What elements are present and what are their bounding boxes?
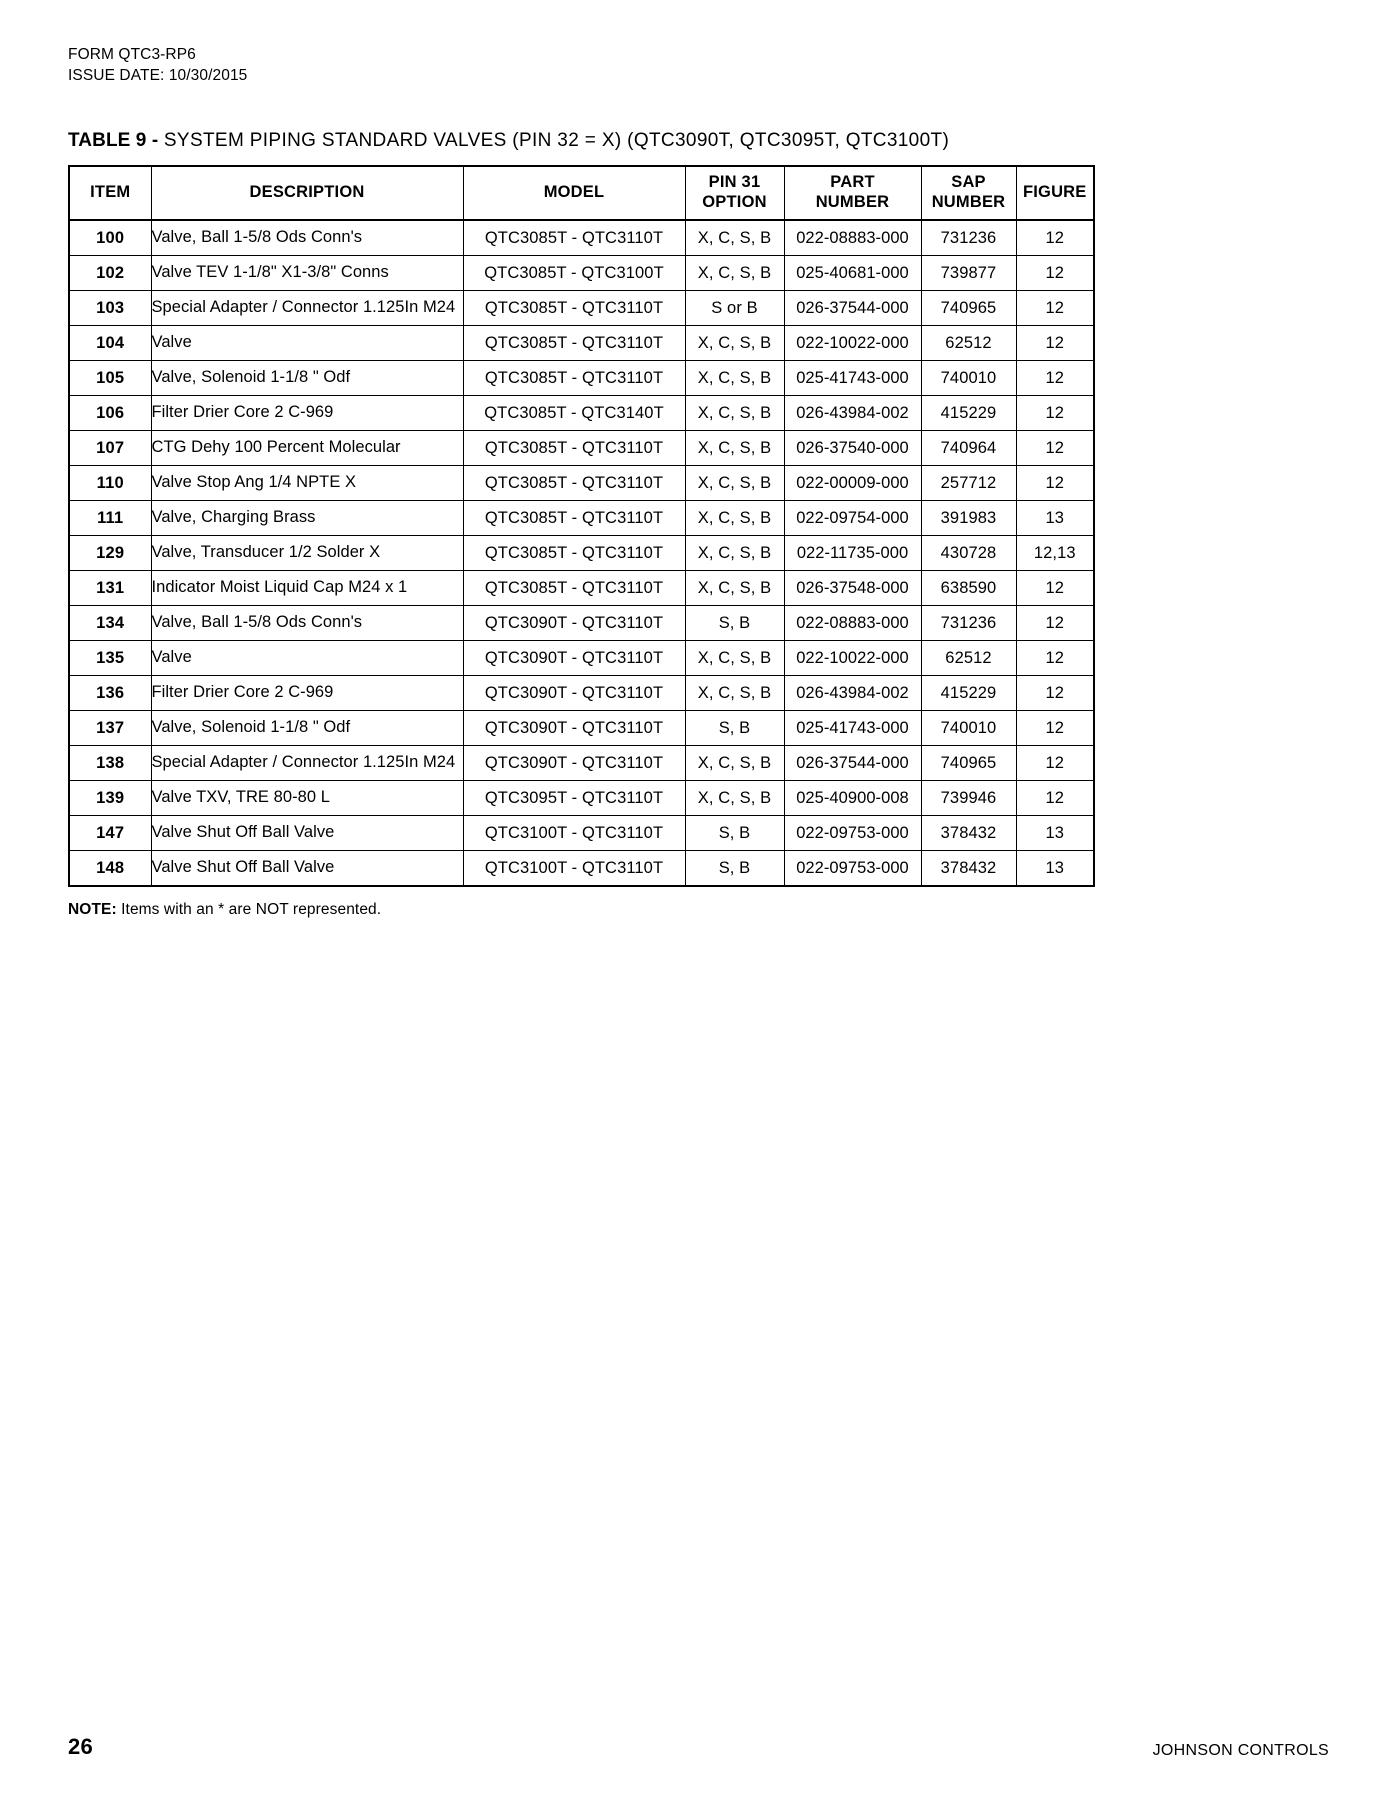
cell-sap-number: 415229 <box>921 396 1016 431</box>
cell-description: Valve, Solenoid 1-1/8 " Odf <box>151 361 463 396</box>
cell-pin-option: X, C, S, B <box>685 431 784 466</box>
cell-figure: 12 <box>1016 396 1094 431</box>
footer-brand: JOHNSON CONTROLS <box>1152 1742 1329 1759</box>
cell-figure: 12 <box>1016 781 1094 816</box>
cell-sap-number: 62512 <box>921 326 1016 361</box>
cell-part-number: 022-11735-000 <box>784 536 921 571</box>
table-header-row <box>69 166 1094 220</box>
cell-model: QTC3085T - QTC3110T <box>463 466 685 501</box>
column-header-description-line1: DESCRIPTION <box>249 182 365 201</box>
cell-model: QTC3085T - QTC3110T <box>463 431 685 466</box>
cell-pin-option: S or B <box>685 291 784 326</box>
cell-part-number: 026-43984-002 <box>784 396 921 431</box>
table-caption-text: SYSTEM PIPING STANDARD VALVES (PIN 32 = X) (QTC3090T, QTC3095T, QTC3100T) <box>158 130 950 152</box>
cell-part-number: 025-40681-000 <box>784 256 921 291</box>
table-row <box>69 220 1094 256</box>
cell-description: Valve TEV 1-1/8" X1-3/8" Conns <box>151 256 463 291</box>
cell-sap-number: 638590 <box>921 571 1016 606</box>
cell-part-number: 026-37548-000 <box>784 571 921 606</box>
page-footer <box>68 1734 1329 1800</box>
table-row <box>69 536 1094 571</box>
cell-item: 105 <box>69 361 151 396</box>
cell-item: 103 <box>69 291 151 326</box>
cell-description: Valve, Solenoid 1-1/8 " Odf <box>151 711 463 746</box>
table-row <box>69 641 1094 676</box>
cell-item: 138 <box>69 746 151 781</box>
cell-figure: 12 <box>1016 571 1094 606</box>
column-header-part-number <box>784 166 921 220</box>
column-header-sap-number-line1: SAP <box>951 173 986 192</box>
cell-description: Filter Drier Core 2 C-969 <box>151 396 463 431</box>
table-caption-label: TABLE 9 - <box>68 130 159 152</box>
table-row <box>69 851 1094 887</box>
cell-description: Valve <box>151 326 463 361</box>
cell-model: QTC3085T - QTC3110T <box>463 361 685 396</box>
cell-item: 134 <box>69 606 151 641</box>
form-number: FORM QTC3-RP6 <box>68 46 196 63</box>
cell-pin-option: X, C, S, B <box>685 466 784 501</box>
cell-sap-number: 378432 <box>921 851 1016 887</box>
cell-item: 111 <box>69 501 151 536</box>
column-header-item <box>69 166 151 220</box>
table-row <box>69 361 1094 396</box>
cell-item: 100 <box>69 220 151 256</box>
table-row <box>69 256 1094 291</box>
table-row <box>69 606 1094 641</box>
cell-figure: 12 <box>1016 220 1094 256</box>
cell-sap-number: 731236 <box>921 220 1016 256</box>
cell-item: 147 <box>69 816 151 851</box>
cell-model: QTC3085T - QTC3110T <box>463 220 685 256</box>
cell-item: 139 <box>69 781 151 816</box>
cell-figure: 12 <box>1016 746 1094 781</box>
table-row <box>69 326 1094 361</box>
cell-sap-number: 740010 <box>921 711 1016 746</box>
cell-sap-number: 391983 <box>921 501 1016 536</box>
table-row <box>69 816 1094 851</box>
cell-model: QTC3090T - QTC3110T <box>463 711 685 746</box>
cell-pin-option: X, C, S, B <box>685 641 784 676</box>
cell-model: QTC3085T - QTC3110T <box>463 291 685 326</box>
cell-pin-option: X, C, S, B <box>685 256 784 291</box>
cell-pin-option: X, C, S, B <box>685 361 784 396</box>
column-header-model <box>463 166 685 220</box>
cell-figure: 12 <box>1016 606 1094 641</box>
cell-part-number: 022-09754-000 <box>784 501 921 536</box>
issue-date: ISSUE DATE: 10/30/2015 <box>68 67 248 85</box>
cell-description: Special Adapter / Connector 1.125In M24 <box>151 746 463 781</box>
table-row <box>69 431 1094 466</box>
cell-part-number: 022-10022-000 <box>784 641 921 676</box>
cell-figure: 12 <box>1016 676 1094 711</box>
cell-sap-number: 378432 <box>921 816 1016 851</box>
cell-sap-number: 740964 <box>921 431 1016 466</box>
cell-pin-option: X, C, S, B <box>685 536 784 571</box>
cell-item: 106 <box>69 396 151 431</box>
cell-item: 129 <box>69 536 151 571</box>
parts-table <box>68 165 1095 887</box>
column-header-pin-option-line1: PIN 31 <box>708 173 761 192</box>
cell-pin-option: X, C, S, B <box>685 326 784 361</box>
cell-figure: 12 <box>1016 361 1094 396</box>
column-header-figure <box>1016 166 1094 220</box>
table-row <box>69 291 1094 326</box>
cell-description: Valve <box>151 641 463 676</box>
cell-part-number: 022-09753-000 <box>784 851 921 887</box>
cell-description: Special Adapter / Connector 1.125In M24 <box>151 291 463 326</box>
column-header-figure-line1: FIGURE <box>1022 182 1087 201</box>
cell-part-number: 022-10022-000 <box>784 326 921 361</box>
cell-item: 102 <box>69 256 151 291</box>
cell-description: Valve, Transducer 1/2 Solder X <box>151 536 463 571</box>
table-header-row-group <box>69 166 1094 220</box>
table-caption <box>68 130 1329 152</box>
column-header-part-number-line1: PART <box>830 173 875 192</box>
document-header <box>68 44 1329 86</box>
cell-sap-number: 740010 <box>921 361 1016 396</box>
column-header-pin-option <box>685 166 784 220</box>
cell-figure: 12 <box>1016 641 1094 676</box>
cell-model: QTC3095T - QTC3110T <box>463 781 685 816</box>
table-row <box>69 501 1094 536</box>
cell-item: 104 <box>69 326 151 361</box>
cell-sap-number: 62512 <box>921 641 1016 676</box>
cell-part-number: 022-09753-000 <box>784 816 921 851</box>
cell-part-number: 026-37544-000 <box>784 291 921 326</box>
cell-model: QTC3100T - QTC3110T <box>463 851 685 887</box>
table-note-label: NOTE: <box>68 901 117 919</box>
table-row <box>69 781 1094 816</box>
cell-model: QTC3090T - QTC3110T <box>463 676 685 711</box>
cell-pin-option: S, B <box>685 851 784 887</box>
cell-figure: 12 <box>1016 291 1094 326</box>
cell-item: 135 <box>69 641 151 676</box>
cell-pin-option: X, C, S, B <box>685 746 784 781</box>
cell-description: Valve, Ball 1-5/8 Ods Conn's <box>151 220 463 256</box>
cell-description: Filter Drier Core 2 C-969 <box>151 676 463 711</box>
cell-item: 136 <box>69 676 151 711</box>
table-note <box>68 901 1329 919</box>
cell-model: QTC3090T - QTC3110T <box>463 641 685 676</box>
column-header-pin-option-line2: OPTION <box>702 192 767 211</box>
cell-description: Valve, Charging Brass <box>151 501 463 536</box>
cell-figure: 12 <box>1016 256 1094 291</box>
cell-item: 110 <box>69 466 151 501</box>
cell-part-number: 025-41743-000 <box>784 711 921 746</box>
cell-pin-option: X, C, S, B <box>685 781 784 816</box>
cell-description: CTG Dehy 100 Percent Molecular <box>151 431 463 466</box>
cell-part-number: 022-00009-000 <box>784 466 921 501</box>
cell-model: QTC3090T - QTC3110T <box>463 606 685 641</box>
cell-model: QTC3085T - QTC3110T <box>463 536 685 571</box>
table-row <box>69 676 1094 711</box>
cell-figure: 12 <box>1016 466 1094 501</box>
cell-model: QTC3085T - QTC3110T <box>463 571 685 606</box>
cell-pin-option: X, C, S, B <box>685 220 784 256</box>
cell-part-number: 025-41743-000 <box>784 361 921 396</box>
cell-pin-option: X, C, S, B <box>685 501 784 536</box>
table-row <box>69 746 1094 781</box>
cell-description: Indicator Moist Liquid Cap M24 x 1 <box>151 571 463 606</box>
column-header-sap-number-line2: NUMBER <box>931 192 1006 211</box>
cell-part-number: 025-40900-008 <box>784 781 921 816</box>
cell-sap-number: 739946 <box>921 781 1016 816</box>
column-header-part-number-line2: NUMBER <box>815 192 890 211</box>
cell-description: Valve, Ball 1-5/8 Ods Conn's <box>151 606 463 641</box>
table-row <box>69 466 1094 501</box>
cell-item: 107 <box>69 431 151 466</box>
cell-sap-number: 731236 <box>921 606 1016 641</box>
cell-item: 148 <box>69 851 151 887</box>
cell-sap-number: 257712 <box>921 466 1016 501</box>
cell-pin-option: S, B <box>685 816 784 851</box>
cell-model: QTC3100T - QTC3110T <box>463 816 685 851</box>
cell-description: Valve Shut Off Ball Valve <box>151 816 463 851</box>
table-row <box>69 571 1094 606</box>
cell-pin-option: X, C, S, B <box>685 396 784 431</box>
cell-part-number: 026-37544-000 <box>784 746 921 781</box>
cell-figure: 12 <box>1016 711 1094 746</box>
table-row <box>69 711 1094 746</box>
cell-figure: 12 <box>1016 431 1094 466</box>
cell-figure: 12,13 <box>1016 536 1094 571</box>
cell-pin-option: X, C, S, B <box>685 676 784 711</box>
cell-item: 131 <box>69 571 151 606</box>
cell-figure: 13 <box>1016 851 1094 887</box>
cell-model: QTC3090T - QTC3110T <box>463 746 685 781</box>
cell-pin-option: S, B <box>685 711 784 746</box>
cell-part-number: 026-43984-002 <box>784 676 921 711</box>
table-row <box>69 396 1094 431</box>
cell-pin-option: S, B <box>685 606 784 641</box>
page-number: 26 <box>68 1734 94 1759</box>
cell-model: QTC3085T - QTC3110T <box>463 326 685 361</box>
cell-sap-number: 415229 <box>921 676 1016 711</box>
column-header-sap-number <box>921 166 1016 220</box>
cell-model: QTC3085T - QTC3100T <box>463 256 685 291</box>
column-header-model-line1: MODEL <box>543 182 605 201</box>
cell-item: 137 <box>69 711 151 746</box>
cell-pin-option: X, C, S, B <box>685 571 784 606</box>
cell-figure: 13 <box>1016 501 1094 536</box>
column-header-description <box>151 166 463 220</box>
cell-description: Valve Shut Off Ball Valve <box>151 851 463 887</box>
cell-part-number: 022-08883-000 <box>784 606 921 641</box>
cell-figure: 13 <box>1016 816 1094 851</box>
column-header-item-line1: ITEM <box>90 182 131 201</box>
cell-sap-number: 739877 <box>921 256 1016 291</box>
cell-part-number: 022-08883-000 <box>784 220 921 256</box>
table-body <box>69 220 1094 886</box>
cell-description: Valve TXV, TRE 80-80 L <box>151 781 463 816</box>
cell-sap-number: 740965 <box>921 291 1016 326</box>
cell-description: Valve Stop Ang 1/4 NPTE X <box>151 466 463 501</box>
table-note-text: Items with an * are NOT represented. <box>116 901 382 919</box>
cell-model: QTC3085T - QTC3110T <box>463 501 685 536</box>
cell-part-number: 026-37540-000 <box>784 431 921 466</box>
cell-model: QTC3085T - QTC3140T <box>463 396 685 431</box>
cell-sap-number: 740965 <box>921 746 1016 781</box>
cell-figure: 12 <box>1016 326 1094 361</box>
cell-sap-number: 430728 <box>921 536 1016 571</box>
